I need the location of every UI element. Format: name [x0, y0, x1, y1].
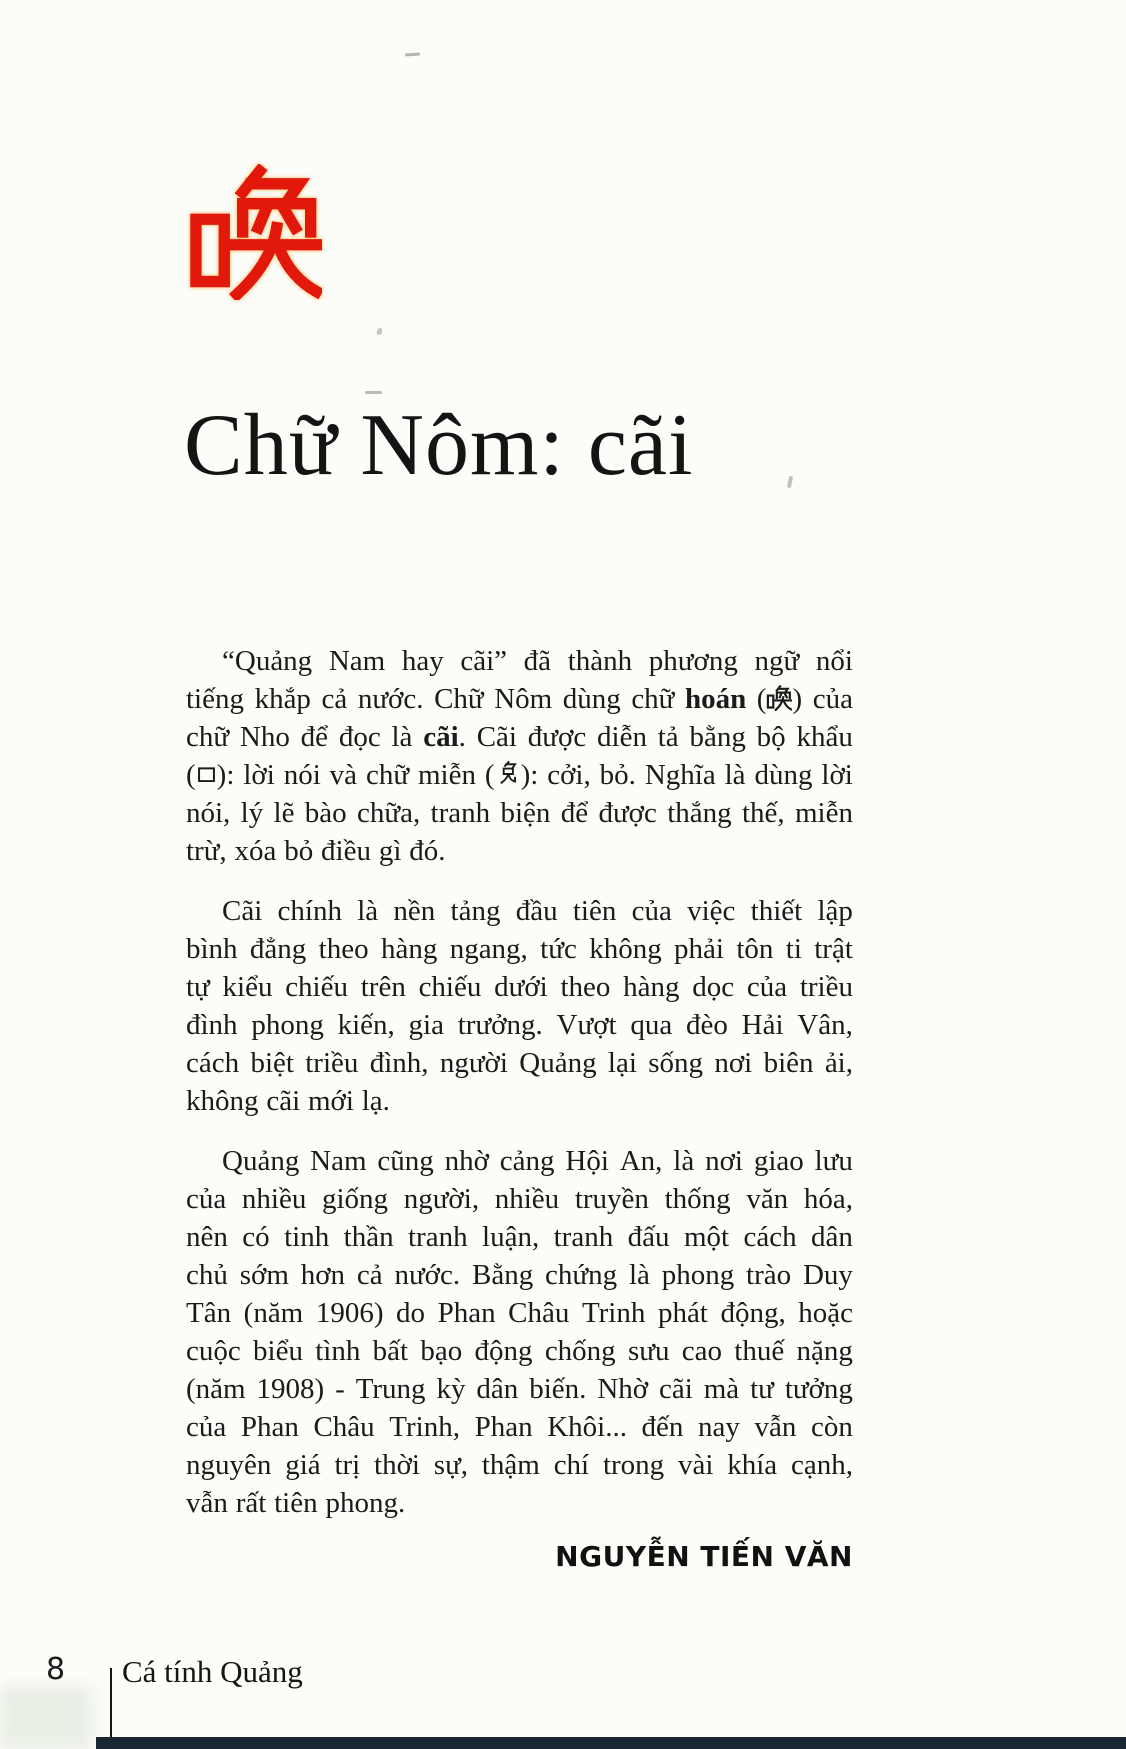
scan-artifact [365, 391, 382, 394]
text-line: vẫn rất tiên phong. [186, 1487, 406, 1519]
book-title: Cá tính Quảng [122, 1654, 303, 1689]
text-line: chủ sớm hơn cả nước. Bằng chứng là phong trào Duy [186, 1259, 853, 1291]
page-number: 8 [46, 1652, 66, 1687]
paragraph [186, 1145, 853, 1525]
text-line: Quảng Nam cũng nhờ cảng Hội An, là nơi giao lưu [222, 1145, 853, 1177]
text-line: trừ, xóa bỏ điều gì đó. [186, 835, 446, 867]
scan-edge-bar [96, 1737, 1126, 1749]
kou-character-icon [196, 764, 217, 785]
text-line: tiếng khắp cả nước. Chữ Nôm dùng chữ hoán ( ) của [186, 683, 853, 715]
text-line: cuộc biểu tình bất bạo động chống sưu cao thuế nặng [186, 1335, 853, 1367]
author-name: NGUYỄN TIẾN VĂN [555, 1540, 853, 1573]
text-line: của nhiều giống người, nhiều truyền thống văn hóa, [186, 1183, 853, 1215]
text-line: nguyên giá trị thời sự, thậm chí trong vài khía cạnh, [186, 1449, 853, 1481]
paragraph [186, 645, 853, 873]
scan-smudge [0, 1686, 92, 1749]
hoan-character-red [186, 164, 322, 300]
scan-artifact [405, 52, 420, 56]
text-line: cách biệt triều đình, người Quảng lại sống nơi biên ải, [186, 1047, 853, 1079]
text-line: bình đẳng theo hàng ngang, tức không phải tôn ti trật [186, 933, 853, 965]
text-line: Cãi chính là nền tảng đầu tiên của việc thiết lập [222, 895, 853, 927]
scan-artifact [376, 327, 383, 335]
text-line: ( ): lời nói và chữ miễn ( ): cởi, bỏ. Nghĩa là dùng lời [186, 759, 853, 791]
paragraph [186, 895, 853, 1123]
text-line: nói, lý lẽ bào chữa, tranh biện để được thắng thế, miễn [186, 797, 853, 829]
text-line: “Quảng Nam hay cãi” đã thành phương ngữ nổi [222, 645, 853, 677]
huan-character-icon [766, 685, 792, 711]
text-line: Tân (năm 1906) do Phan Châu Trinh phát động, hoặc [186, 1297, 853, 1329]
text-line: (năm 1908) - Trung kỳ dân biến. Nhờ cãi mà tư tưởng [186, 1373, 853, 1405]
text-line: đình phong kiến, gia trưởng. Vượt qua đèo Hải Vân, [186, 1009, 853, 1041]
text-line: chữ Nho để đọc là cãi. Cãi được diễn tả bằng bộ khẩu [186, 721, 853, 753]
mian-character-icon [495, 761, 521, 787]
text-line: không cãi mới lạ. [186, 1085, 390, 1117]
page-title: Chữ Nôm: cãi [184, 397, 694, 494]
body-text [186, 645, 853, 1547]
text-line: tự kiểu chiếu trên chiếu dưới theo hàng dọc của triều [186, 971, 853, 1003]
text-line: nên có tinh thần tranh luận, tranh đấu một cách dân [186, 1221, 853, 1253]
text-line: của Phan Châu Trinh, Phan Khôi... đến nay vẫn còn [186, 1411, 853, 1443]
